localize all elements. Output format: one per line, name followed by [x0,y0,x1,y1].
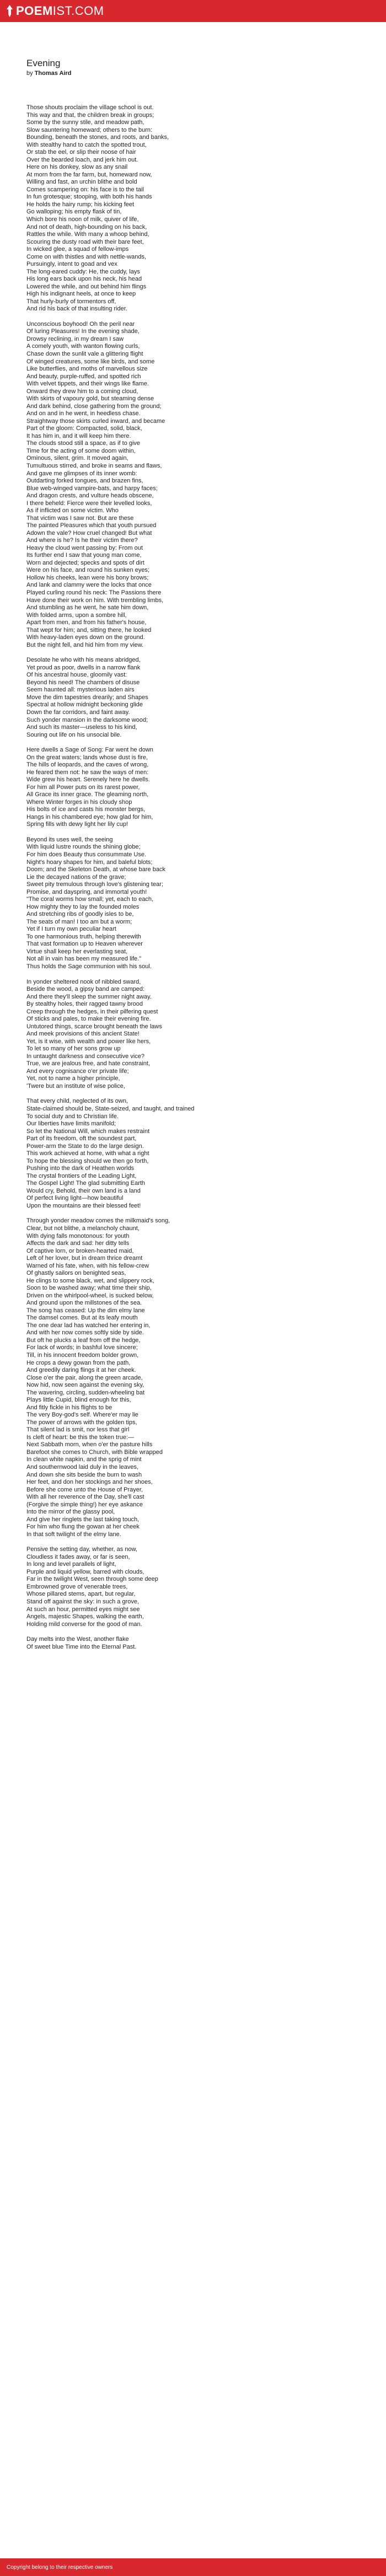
poem-line: As if inflicted on some victim. Who [26,507,119,514]
poem-line: Wide grew his heart. Serenely here he dwells. [26,776,150,783]
poem-line: In clean white napkin, and the sprig of mint [26,1456,142,1463]
poem-line: The painted Pleasures which that youth pursued [26,522,157,529]
poem-line: Plays little Cupid, blind enough for this, [26,1397,131,1404]
poem-line: Rattles the while. With many a whoop behind, [26,231,149,238]
poem-line: And rid his back of that insulting rider. [26,305,127,313]
poem-line: Time for the acting of some doom within, [26,447,136,454]
poem-line: By stealthy holes, their ragged tawny brood [26,1001,143,1008]
poem-line: But the night fell, and hid him from my view. [26,641,144,648]
poem-line: And dark behind, close gathering from the ground; [26,402,162,410]
poem-stanza [26,979,360,1091]
poem-line: That silent lad is smit, nor less that girl [26,1426,130,1434]
poem-line: Soon to be washed away; what time their ship, [26,1285,152,1292]
poem-line: And such its master—useless to his kind, [26,724,137,731]
poem-stanza [26,1098,360,1210]
poem-line: With liquid lustre rounds the shining globe; [26,844,141,851]
poem-stanza [26,836,360,971]
poem-line: Come on with thistles and with nettle-wands, [26,253,147,260]
poem-line: Creep through the hedges, in their pilfering quest [26,1008,158,1015]
poem-stanza [26,1217,360,1538]
poem-line: And stretching ribs of goodly isles to be, [26,911,134,918]
poem-line: Slow sauntering homeward; others to the burn: [26,126,153,133]
poem-line: Yet, not to name a higher principle, [26,1075,120,1082]
poem-line: But oft he plucks a leaf from off the hedge, [26,1337,141,1344]
poem-line: With stealthy hand to catch the spotted trout, [26,141,147,148]
poem-line: He feared them not: he saw the ways of men: [26,769,149,776]
poem-line: Would cry, Behold, their own land is a land [26,1187,141,1194]
poem-line: And where is he? Is he their victim there? [26,537,138,544]
poem-line: The Gospel Light! The glad submitting Earth [26,1180,146,1187]
poem-line: Here on his donkey, slow as any snail [26,164,128,171]
poem-line: Next Sabbath morn, when o'er the pasture hills [26,1441,153,1448]
poem-line: Like butterflies, and moths of marvellous size [26,366,148,373]
poem-line: Here dwells a Sage of Song: Far went he down [26,747,153,754]
poem-line: Spectral at hollow midnight beckoning glide [26,701,143,709]
poem-line: In untaught darkness and consecutive vice? [26,1053,145,1060]
poem-line: Adown the vale? How cruel changed! But what [26,529,152,536]
poem-line: Into the mirror of the glassy pool, [26,1509,115,1516]
poem-line: That every child, neglected of its own, [26,1098,128,1105]
poem-line: Now hid, now seen against the evening sky, [26,1382,144,1389]
poem-line: (Forgive the simple thing!) her eye askance [26,1501,143,1508]
poem-line: Doom; and the Skeleton Death, at whose bare back [26,866,165,873]
poem-line: Of sweet blue Time into the Eternal Past. [26,1643,137,1650]
poem-line: And dragon crests, and vulture heads obscene, [26,492,154,500]
poem-line: The song has ceased: Up the dim elmy lane [26,1307,145,1314]
poem-line: Down the far corridors, and faint away. [26,709,130,716]
poem-line: For him all Power puts on its rarest power, [26,783,140,791]
poem-line: The power of arrows with the golden tips, [26,1419,137,1426]
poem-line: Scouring the dusty road with their bare feet, [26,238,144,245]
poem-line: Straightway those skirts curled inward, and became [26,417,165,425]
poem-line: Holding mild converse for the good of man. [26,1620,142,1628]
poem-line: On the great waters; lands whose dust is fire, [26,754,148,761]
poem-line: Before she come unto the House of Prayer, [26,1486,143,1493]
poem-line: Part of its freedom, oft the soundest part, [26,1135,137,1142]
poem-line: How mighty they to lay the founded moles [26,903,140,910]
poem-line: And on and in he went, in heedless chase. [26,410,141,417]
poem-line: And gave me glimpses of its inner womb: [26,470,137,477]
poem-line: Go walloping; his empty flask of tin, [26,208,122,216]
poem-line: Cloudless it fades away, or far is seen, [26,1553,130,1560]
poem-line: Upon the mountains are their blessed feet! [26,1202,141,1209]
poem-line: "The coral worms how small; yet, each to each, [26,896,154,903]
site-header [0,0,386,22]
poem-line: Of captive lorn, or broken-hearted maid, [26,1247,134,1254]
poem-body [26,104,360,1651]
poem-line: Not all in vain has been my measured life." [26,956,142,963]
poem-line: For him does Beauty thus consummate Use. [26,851,147,858]
poem-line: In fun grotesque; stooping, with both his hands [26,194,152,201]
poem-line: Move the dim tapestries drearily; and Shapes [26,694,148,701]
poem-line: The hills of leopards, and the caves of wrong, [26,761,149,769]
poem-line: And greedily daring flings it at her cheek. [26,1367,136,1374]
poem-line: Through yonder meadow comes the milkmaid's song, [26,1217,170,1225]
poem-line: Promise, and dayspring, and immortal youth! [26,888,147,895]
poem-line: Is cleft of heart: be this the token true:— [26,1434,135,1441]
poem-line: And with her now comes softly side by side. [26,1329,144,1337]
poem-line: Yet proud as poor, dwells in a narrow flank [26,664,141,671]
poem-line: Ominous, silent, grim. It moved again, [26,455,128,462]
poem-line: Chase down the sunlit vale a glittering flight [26,351,143,357]
poem-line: Beyond its uses well, the seeing [26,836,113,843]
poem-line: Beyond his need! The chambers of disuse [26,679,140,686]
poem-line: At morn from the far farm, but, homeward now, [26,171,152,178]
poem-line: Drowsy reclining, in my dream I saw [26,335,124,342]
poem-line: That hurly-burly of tormentors off, [26,298,116,305]
poem-line: Hangs in his chambered eye; how glad for him, [26,813,153,820]
poem-line: Of his ancestral house, gloomily vast: [26,672,127,679]
poem-line: And meek provisions of this ancient State! [26,1031,140,1038]
poem-line: To hope the blessing should we then go forth, [26,1157,149,1164]
poem-line: The damsel comes. But at its leafy mouth [26,1314,138,1322]
logo-text-bold: POEM [16,4,53,18]
poem-line: All Grace its inner grace. The gleaming north, [26,791,149,798]
poem-line: In long and level parallels of light, [26,1561,116,1568]
poem-line: Our liberties have limits manifold; [26,1120,116,1128]
site-footer [0,2558,386,2576]
quill-pen-icon [7,5,13,17]
poem-line: Its further end I saw that young man come, [26,552,142,559]
poem-line: In wicked glee, a squad of fellow-imps [26,246,129,253]
poem-stanza [26,1636,360,1651]
poem-line: 'Twere but an institute of wise police, [26,1082,125,1090]
poem-line: The long-eared cuddy: He, the cuddy, lays [26,268,140,275]
poem-line: To social duty and to Christian life. [26,1113,119,1120]
poem-line: At such an hour, permitted eyes might see [26,1606,140,1613]
poem-line: Hollow his cheeks, lean were his bony brows; [26,574,149,581]
poem-line: He clings to some black, wet, and slippery rock, [26,1277,154,1284]
poem-line: Sweet pity tremulous through love's glistening tear; [26,881,163,888]
poem-line: Close o'er the pair, along the green arcade, [26,1374,143,1381]
poem-line: With velvet tippets, and their wings like flame. [26,380,149,388]
poem-line: Heavy the cloud went passing by: From out [26,544,143,551]
poem-line: With all her reverence of the Day, she'll cast [26,1494,144,1501]
poem-line: Willing and fast, an urchin blithe and bold [26,179,137,186]
poem-line: The clouds stood still a space, as if to give [26,440,141,447]
poem-line: And give her ringlets the last taking touch, [26,1516,140,1523]
poem-line: To one harmonious truth, helping therewith [26,933,141,940]
poem-line: And lank and clammy were the locks that once [26,582,152,589]
poem-line: Seem haunted all: mysterious laden airs [26,686,135,694]
poem-stanza [26,321,360,649]
poem-byline [26,69,360,77]
poem-line: Tumultuous stirred, and broke in seams and flaws, [26,462,162,469]
poem-line: The crystal frontiers of the Leading Light, [26,1172,137,1179]
poem-line: Were on his face, and round his sunken eyes; [26,567,149,574]
poem-line: Some by the sunny stile, and meadow path, [26,119,144,126]
poem-line: So let the National Will, which makes restraint [26,1128,150,1135]
poem-line: And stumbling as he went, he sate him down, [26,604,149,611]
poem-line: Of ghastly sailors on benighted seas, [26,1270,126,1277]
site-logo[interactable] [7,5,104,17]
poem-line: With skirts of vapoury gold, but steaming dense [26,395,154,402]
poem-line: Beside the wood, a gipsy band are camped: [26,986,145,993]
poem-line: And down she sits beside the burn to wash [26,1471,142,1478]
poem-line: A comely youth, with wanton flowing curls, [26,343,140,350]
byline-prefix: by [26,70,35,77]
poem-line: He crops a dewy gowan from the path, [26,1359,131,1366]
poem-line: Those shouts proclaim the village school is out. [26,104,154,111]
poem-line: The wavering, circling, sudden-wheeling bat [26,1389,145,1396]
poem-line: Desolate he who with his means abridged, [26,657,141,664]
poem-line: Over the bearded loach, and jerk him out. [26,156,138,163]
poem-line: And not of death, high-bounding on his back, [26,223,147,230]
poem-line: And there they'll sleep the summer night away. [26,993,152,1000]
poem-line: The very Boy-god's self. Where'er may lie [26,1412,138,1419]
poem-line: Barefoot she comes to Church, with Bible wrapped [26,1448,163,1456]
poem-line: Virtue shall keep her everlasting seat, [26,948,128,955]
poem-line: Bounding, beneath the stones, and roots, and banks, [26,134,169,141]
logo-text [16,5,104,17]
poem-line: Whose pillared stems, apart, but regular, [26,1591,136,1598]
poem-line: Untutored things, scarce brought beneath the laws [26,1023,162,1030]
poem-line: For lack of words; in bashful love sincere; [26,1344,138,1351]
poem-line: The seats of man! I too am but a worm; [26,918,132,925]
poem-stanza [26,104,360,313]
poem-line: Such yonder mansion in the darksome wood; [26,716,148,723]
poem-line: It has him in, and it will keep him there. [26,432,131,439]
poem-line: Of perfect living light—how beautiful [26,1195,124,1202]
poem-line: To let so many of her sons grow up [26,1045,121,1053]
poem-line: And every cognisance o'er private life; [26,1067,129,1075]
poem-line: Onward they drew him to a coming cloud, [26,388,138,395]
poem-line: I there beheld: Fierce were their levelled looks, [26,500,152,507]
poem-line: Day melts into the West, another flake [26,1636,129,1643]
poem-line: And fitly fickle in his flights to be [26,1404,112,1411]
poem-line: Angels, majestic Shapes, walking the earth, [26,1613,144,1620]
copyright-text: Copyright belong to their respective owners [7,2564,113,2570]
poem-stanza [26,747,360,829]
poem-line: With folded arms, upon a sombre hill, [26,611,127,619]
poem-line: Left of her lover, but in dream thrice dreamt [26,1255,143,1262]
poem-line: Blue web-winged vampire-bats, and harpy faces; [26,485,158,492]
poem-line: Stand off against the sky: in such a grove, [26,1598,140,1605]
poem-line: The one dear lad has watched her entering in, [26,1322,151,1329]
poem-line: His long ears back upon his neck, his head [26,276,142,283]
poem-line: Her feet, and don her stockings and her shoes, [26,1479,153,1486]
poem-line: Which bore his noon of milk, quiver of life, [26,216,139,223]
poem-line: Lie the decayed nations of the grave; [26,873,126,881]
poem-line: Pushing into the dark of Heathen worlds [26,1165,135,1172]
poem-line: Yet if I turn my own peculiar heart [26,926,116,933]
poem-line: Pensive the setting day, whether, as now, [26,1546,137,1553]
poem-line: Far in the twilight West, seen through some deep [26,1576,158,1583]
poem-line: Part of the gloom: Compacted, solid, black, [26,425,142,432]
poem-line: Played curling round his neck: The Passions there [26,589,162,596]
poem-line: Purple and liquid yellow, barred with clouds, [26,1568,144,1575]
poem-line: True, we are jealous free, and hate constraint, [26,1060,150,1067]
poem-line: Have done their work on him. With trembling limbs, [26,597,164,604]
poem-line: With heavy-laden eyes down on the ground. [26,634,145,641]
poem-line: Comes scampering on: his face is to the tail [26,186,144,193]
poem-line: Souring out life on his unsocial bile. [26,731,122,738]
poem-line: Apart from men, and from his father's house, [26,619,147,626]
logo-text-light: IST.COM [52,4,104,18]
poem-line: Or stab the eel, or slip their noose of hair [26,149,136,156]
poem-line: Warned of his fate, when, with his fellow-crew [26,1262,149,1269]
poem-line: Of sticks and pales, to make their evening fire. [26,1016,151,1023]
poem-line: That wept for him; and, sitting there, he looked [26,626,152,634]
poem-line: Embrowned grove of venerable trees, [26,1583,128,1590]
poem-line: Spring fills with dewy light her lily cup! [26,821,128,828]
poem-line: Of winged creatures, some like birds, and some [26,358,155,365]
poem-stanza [26,657,360,739]
poem-line: Driven on the whirlpool-wheel, is sucked below, [26,1292,154,1299]
poem-stanza [26,1546,360,1628]
poem-line: Power-arm the State to do the large design. [26,1142,144,1150]
poem-line: Night's hoary shapes for him, and baleful blots; [26,858,153,866]
poem-line: Pursuingly, intent to goad and vex [26,261,117,268]
poem-line: Affects the dark and sad: her ditty tells [26,1240,130,1247]
poem-line: With dying falls monotonous: for youth [26,1232,130,1239]
poem-line: Of luring Pleasures! In the evening shade, [26,328,140,335]
poem-line: His bolts of ice and casts his monster bergs, [26,806,146,813]
poem-line: Unconscious boyhood! Oh the peril near [26,320,135,328]
poem-line: That vast formation up to Heaven wherever [26,941,143,948]
poem-title: Evening [26,58,61,68]
poem-line: Clear, but not blithe, a melancholy chaunt, [26,1225,140,1232]
poem-line: State-claimed should be, State-seized, and taught, and trained [26,1105,195,1112]
poem-line: Yet, is it wise, with wealth and power like hers, [26,1038,151,1045]
poem-line: Worn and dejected; specks and spots of dirt [26,559,144,566]
poem-line: Outdarting forked tongues, and brazen fins, [26,477,143,485]
poem-line: This way and that, the children break in groups; [26,111,154,119]
poem-line: In yonder sheltered nook of nibbled sward, [26,978,141,985]
poem-line: In that soft twilight of the elmy lane. [26,1531,121,1538]
poem-line: That victim was I saw not. But are these [26,514,134,522]
poem-line: High his indignant heels, at once to keep [26,291,136,298]
poem-line: Till, in his innocent freedom bolder grown, [26,1352,139,1359]
poem-line: And beauty, purple-ruffed, and spotted rich [26,373,141,380]
poem-line: And southernwood laid duly in the leaves, [26,1463,139,1471]
poem-line: This work achieved at home, with what a right [26,1150,149,1157]
poem-line: Where Winter forges in his cloudy shop [26,798,132,806]
poem-line: For him who flung the gowan at her cheek [26,1523,140,1531]
poem-line: Lowered the while, and out behind him flings [26,283,147,290]
poem-line: He holds the hairy rump; his kicking feet [26,201,135,208]
poem-author: Thomas Aird [34,70,72,77]
poem-line: And ground upon the millstones of the sea. [26,1300,142,1307]
poem-line: Thus holds the Sage communion with his soul. [26,963,152,970]
poem-content [0,22,386,1651]
